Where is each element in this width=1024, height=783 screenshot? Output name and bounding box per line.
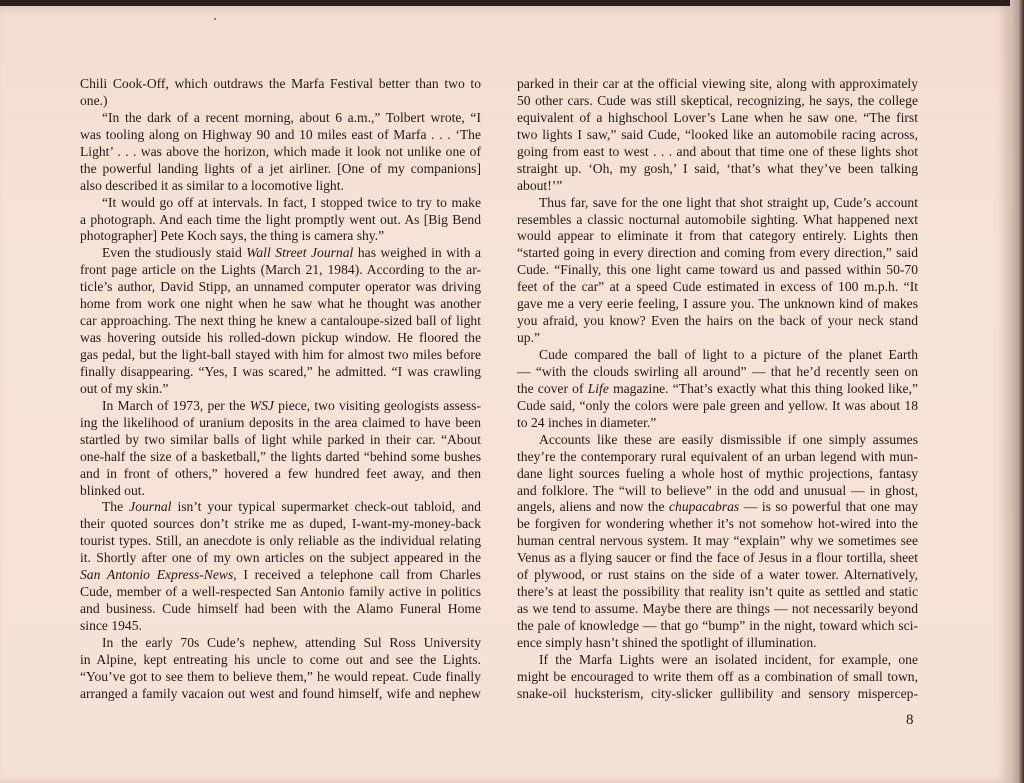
italic-title: Life: [587, 380, 609, 396]
text-line: “started going in every direction and coming from every direction,” said: [517, 245, 918, 261]
text-line: [80, 499, 481, 516]
text-line: ence simply hasn’t shined the spotlight of illumination.: [517, 634, 817, 650]
text-line: Venus as a flying saucer or find the face of Jesus in a flour tortilla, sheet: [517, 550, 918, 566]
text-line: up.”: [517, 330, 541, 346]
italic-title: chupacabras: [669, 499, 740, 515]
text-line: out of my skin.”: [80, 380, 169, 396]
text-line: — “with the clouds swirling all around” — that he’d recently seen on: [517, 363, 918, 379]
text-line: “In the dark of a recent morning, about 6 a.m.,” Tolbert wrote, “I: [102, 109, 481, 125]
paragraph: [80, 499, 481, 635]
page-number: 8: [906, 712, 914, 728]
paragraph: [80, 76, 481, 110]
text-line: Thus far, save for the one light that shot straight up, Cude’s account: [539, 194, 918, 210]
paragraph: [517, 347, 918, 432]
paragraph: [80, 635, 481, 703]
italic-title: Wall Street Journal: [246, 245, 354, 261]
italic-title: WSJ: [249, 397, 274, 413]
text-segment: In March of 1973, per the: [102, 397, 250, 413]
text-line: In the early 70s Cude’s nephew, attending Sul Ross University: [102, 634, 481, 650]
document-page: [0, 6, 1010, 783]
text-line: would appear to eliminate it from that category entirely. Lights then: [517, 228, 918, 244]
text-line: gas pedal, but the light-ball stayed with him for almost two miles before: [80, 347, 481, 362]
text-line: finally disappearing. “Yes, I was scared,” he admitted. “I was crawling: [80, 363, 481, 379]
text-line: home from work one night when he saw what he thought was another: [80, 296, 481, 312]
text-line: ticle’s author, David Stipp, an unnamed computer operator was driving: [80, 279, 481, 295]
paragraph: [517, 432, 918, 652]
text-line: also described it as similar to a locomotive light.: [80, 177, 344, 193]
text-line: might be encouraged to write them off as a combination of small town,: [517, 668, 918, 684]
text-line: front page article on the Lights (March 21, 1984). According to the ar-: [80, 262, 481, 278]
paragraph: [80, 245, 481, 397]
left-column: [80, 76, 481, 703]
right-column: [517, 76, 918, 703]
paragraph: [80, 110, 481, 195]
text-segment: Even the studiously staid: [102, 245, 247, 261]
text-line: the pale of knowledge — that go “bump” in the night, toward which sci-: [517, 618, 918, 633]
text-line: two lights I saw,” said Cude, “looked like an automobile racing across,: [517, 126, 918, 142]
text-line: dane light sources fueling a whole host of mythic projections, fantasy: [517, 465, 918, 481]
text-line: Accounts like these are easily dismissible if one simply assumes: [539, 431, 918, 447]
text-line: and business. Cude himself had been with the Alamo Funeral Home: [80, 601, 481, 617]
text-line: [80, 567, 481, 584]
text-line: in Alpine, kept entreating his uncle to come out and see the Lights.: [80, 651, 481, 667]
text-segment: the cover of: [517, 380, 588, 396]
text-line: equivalent of a highschool Lover’s Lane when he saw one. “The first: [517, 109, 918, 125]
text-line: one.): [80, 92, 108, 108]
text-line: since 1945.: [80, 618, 142, 633]
text-segment: isn’t your typical supermarket check-out tabloid, and: [171, 499, 481, 515]
text-segment: The: [102, 499, 130, 515]
text-line: Cude. “Finally, this one light came toward us and passed within 50-70: [517, 262, 918, 278]
text-line: human central nervous system. It may “explain” why we sometimes see: [517, 533, 918, 549]
text-segment: has weighed in with a: [353, 245, 481, 261]
text-line: snake-oil hucksterism, city-slicker gullibility and sensory mispercep-: [517, 685, 918, 701]
text-line: was hovering outside his rolled-down pickup window. He floored the: [80, 330, 481, 346]
text-line: 50 other cars. Cude was still skeptical, recognizing, he says, the college: [517, 92, 918, 108]
paragraph: [80, 398, 481, 500]
text-line: the powerful landing lights of a jet airliner. [One of my companions]: [80, 160, 481, 176]
text-line: Cude compared the ball of light to a picture of the planet Earth: [539, 347, 918, 362]
text-line: you afraid, you know? Even the hairs on the back of your neck stand: [517, 313, 918, 329]
text-line: [517, 381, 918, 398]
text-line: to 24 inches in diameter.”: [517, 414, 657, 430]
text-line: Light’ . . . was above the horizon, which made it look not unlike one of: [80, 143, 481, 159]
text-line: photographer] Pete Koch says, the thing is camera shy.”: [80, 228, 385, 244]
text-line: arranged a family vacaion out west and found himself, wife and nephew: [80, 685, 481, 701]
text-line: it. Shortly after one of my own articles on the subject appeared in the: [80, 550, 481, 566]
stacked-page-edges: [1010, 0, 1024, 783]
text-line: startled by two similar balls of light while parked in their car. “About: [80, 431, 481, 447]
paper-speck: [214, 18, 216, 20]
text-line: going from east to west . . . and about that time one of these lights shot: [517, 143, 918, 159]
text-line: about!’”: [517, 177, 563, 193]
text-line: and in front of others,” hovered a few hundred feet away, and then: [80, 465, 481, 481]
text-line: their quoted sources don’t strike me as duped, I-want-my-money-back: [80, 516, 481, 532]
text-line: [80, 398, 481, 415]
paragraph: [517, 76, 918, 195]
text-line: a photograph. And each time the light promptly went out. As [Big Bend: [80, 211, 481, 227]
text-line: parked in their car at the official viewing site, along with approximately: [517, 76, 918, 91]
text-line: there’s at least the possibility that reality isn’t quite as settled and static: [517, 584, 918, 600]
text-line: and folklore. The “will to believe” in the odd and unusual — in ghost,: [517, 482, 918, 498]
text-line: straight up. ‘Oh, my gosh,’ I said, ‘that’s what they’ve been talking: [517, 160, 918, 176]
text-line: they’re the contemporary rural equivalent of an urban legend with mun-: [517, 448, 918, 464]
text-line: as we tend to assume. Maybe there are things — not necessarily beyond: [517, 601, 918, 617]
text-line: one-half the size of a basketball,” the lights darted “behind some bushes: [80, 448, 481, 464]
text-line: ing the likelihood of uranium deposits in the area claimed to have been: [80, 414, 481, 430]
text-line: blinked out.: [80, 482, 145, 498]
text-segment: , I received a telephone call from Charles: [233, 567, 481, 583]
text-line: “It would go off at intervals. In fact, I stopped twice to try to make: [102, 194, 481, 210]
text-line: “You’ve got to see them to believe them,” he would repeat. Cude finally: [80, 668, 481, 684]
text-line: [80, 245, 481, 262]
text-line: [517, 499, 918, 516]
paragraph: [80, 195, 481, 246]
text-line: Chili Cook-Off, which outdraws the Marfa Festival better than two to: [80, 76, 481, 91]
text-segment: angels, aliens and now the: [517, 499, 669, 515]
text-line: was tooling along on Highway 90 and 10 miles east of Marfa . . . ‘The: [80, 126, 481, 142]
text-line: gave me a very eerie feeling, I assure you. The unknown kind of makes: [517, 296, 918, 312]
text-line: If the Marfa Lights were an isolated incident, for example, one: [539, 651, 918, 667]
paragraph: [517, 195, 918, 347]
text-line: Cude said, “only the colors were pale green and yellow. It was about 18: [517, 397, 918, 413]
text-line: tourist types. Still, an anecdote is only reliable as the individual relating: [80, 533, 481, 549]
text-segment: piece, two visiting geologists assess-: [273, 397, 481, 413]
text-segment: — is so powerful that one may: [739, 499, 918, 515]
italic-title: Journal: [129, 499, 172, 515]
text-line: feet of the car” at a speed Cude estimated in excess of 100 m.p.h. “It: [517, 279, 918, 295]
paragraph: [517, 652, 918, 703]
text-line: car approaching. The next thing he knew a cantaloupe-sized ball of light: [80, 313, 481, 329]
text-line: of plywood, or rust stains on the side of a water tower. Alternatively,: [517, 567, 918, 583]
italic-title: San Antonio Express-News: [80, 567, 234, 583]
text-segment: magazine. “That’s exactly what this thing looked like,”: [608, 380, 918, 396]
text-line: be forgiven for wondering whether it’s not somehow hot-wired into the: [517, 516, 918, 532]
text-line: Cude, member of a well-respected San Antonio family active in politics: [80, 584, 481, 600]
text-line: resembles a classic nocturnal automobile sighting. What happened next: [517, 211, 918, 227]
